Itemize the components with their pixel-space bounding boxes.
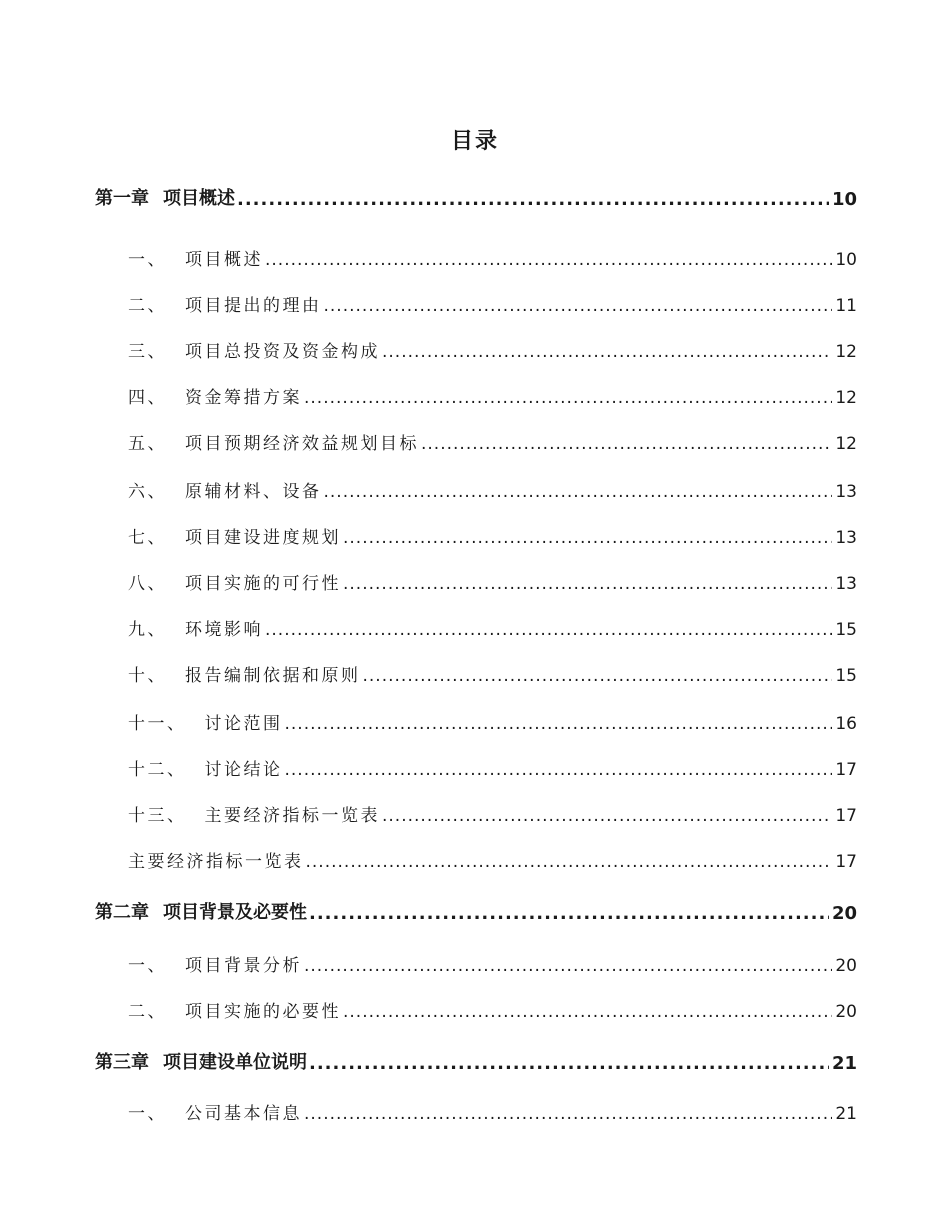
dot-leader xyxy=(304,1104,832,1124)
dot-leader xyxy=(285,760,833,780)
toc-section-entry[interactable] xyxy=(0,706,950,734)
toc-entry-label: 讨论结论 xyxy=(204,760,283,780)
toc-page-number: 10 xyxy=(835,250,857,270)
toc-entry-number: 二、 xyxy=(128,1002,167,1022)
toc-section-entry[interactable] xyxy=(0,844,950,872)
toc-entry-label: 项目建设进度规划 xyxy=(185,528,341,548)
toc-page-number: 12 xyxy=(835,342,857,362)
toc-entry-number: 十二、 xyxy=(128,760,187,780)
toc-chapter-entry[interactable] xyxy=(0,182,950,210)
toc-entry-number: 一、 xyxy=(128,250,167,270)
toc-entry-number: 六、 xyxy=(128,482,167,502)
toc-entry-label: 环境影响 xyxy=(185,620,263,640)
toc-entry-label: 项目提出的理由 xyxy=(185,296,322,316)
toc-page-number: 15 xyxy=(835,620,857,640)
dot-leader xyxy=(343,1002,832,1022)
toc-entry-number: 十一、 xyxy=(128,714,187,734)
toc-entry-label: 项目预期经济效益规划目标 xyxy=(185,434,419,454)
toc-page-number: 12 xyxy=(835,434,857,454)
toc-page-number: 15 xyxy=(835,666,857,686)
toc-section-entry[interactable] xyxy=(0,798,950,826)
toc-page-number: 17 xyxy=(835,852,857,872)
toc-entry-label: 项目总投资及资金构成 xyxy=(185,342,380,362)
toc-page-number: 12 xyxy=(835,388,857,408)
toc-page-number: 20 xyxy=(835,1002,857,1022)
toc-page-number: 13 xyxy=(835,482,857,502)
dot-leader xyxy=(343,574,832,594)
toc-entry-label: 项目实施的可行性 xyxy=(185,574,341,594)
toc-section-entry[interactable] xyxy=(0,520,950,548)
toc-section-entry[interactable] xyxy=(0,242,950,270)
toc-entry-label: 项目实施的必要性 xyxy=(185,1002,341,1022)
toc-page-number: 21 xyxy=(831,1053,857,1074)
dot-leader xyxy=(343,528,832,548)
toc-entry-label: 项目概述 xyxy=(163,188,235,209)
toc-section-entry[interactable] xyxy=(0,288,950,316)
toc-entry-number: 第二章 xyxy=(95,902,149,923)
toc-entry-label: 报告编制依据和原则 xyxy=(185,666,361,686)
dot-leader xyxy=(304,956,832,976)
toc-page-number: 17 xyxy=(835,760,857,780)
toc-entry-label: 项目建设单位说明 xyxy=(163,1052,307,1073)
toc-entry-number: 四、 xyxy=(128,388,167,408)
dot-leader xyxy=(285,714,833,734)
dot-leader xyxy=(304,388,832,408)
toc-section-entry[interactable] xyxy=(0,426,950,454)
toc-entry-number: 九、 xyxy=(128,620,167,640)
toc-section-entry[interactable] xyxy=(0,1096,950,1124)
toc-page-number: 10 xyxy=(831,189,857,210)
toc-entry-label: 原辅材料、设备 xyxy=(185,482,322,502)
dot-leader xyxy=(237,189,829,210)
toc-section-entry[interactable] xyxy=(0,566,950,594)
dot-leader xyxy=(309,903,829,924)
toc-page-number: 13 xyxy=(835,574,857,594)
toc-entry-number: 一、 xyxy=(128,956,167,976)
dot-leader xyxy=(265,620,832,640)
toc-chapter-entry[interactable] xyxy=(0,896,950,924)
dot-leader xyxy=(324,482,833,502)
toc-entry-number: 第三章 xyxy=(95,1052,149,1073)
toc-section-entry[interactable] xyxy=(0,752,950,780)
toc-title: 目录 xyxy=(450,129,499,154)
toc-entry-label: 项目背景分析 xyxy=(185,956,302,976)
toc-entry-number: 十、 xyxy=(128,666,167,686)
dot-leader xyxy=(363,666,833,686)
toc-entry-number: 五、 xyxy=(128,434,167,454)
toc-page-number: 16 xyxy=(835,714,857,734)
toc-entry-number: 一、 xyxy=(128,1104,167,1124)
toc-entry-number: 十三、 xyxy=(128,806,187,826)
toc-entry-label: 项目概述 xyxy=(185,250,263,270)
toc-chapter-entry[interactable] xyxy=(0,1046,950,1074)
toc-section-entry[interactable] xyxy=(0,612,950,640)
dot-leader xyxy=(382,806,832,826)
toc-entry-number: 三、 xyxy=(128,342,167,362)
toc-page-number: 17 xyxy=(835,806,857,826)
toc-entry-label: 项目背景及必要性 xyxy=(163,902,307,923)
toc-page-number: 20 xyxy=(831,903,857,924)
toc-page-number: 11 xyxy=(835,296,857,316)
dot-leader xyxy=(306,852,833,872)
toc-section-entry[interactable] xyxy=(0,994,950,1022)
toc-entry-number: 第一章 xyxy=(95,188,149,209)
toc-page-number: 13 xyxy=(835,528,857,548)
toc-page-number: 20 xyxy=(835,956,857,976)
dot-leader xyxy=(382,342,832,362)
toc-page-number: 21 xyxy=(835,1104,857,1124)
toc-entry-label: 公司基本信息 xyxy=(185,1104,302,1124)
toc-section-entry[interactable] xyxy=(0,474,950,502)
toc-entry-number: 二、 xyxy=(128,296,167,316)
toc-entry-label: 主要经济指标一览表 xyxy=(204,806,380,826)
dot-leader xyxy=(324,296,833,316)
toc-entry-label: 主要经济指标一览表 xyxy=(128,852,304,872)
toc-entry-label: 资金筹措方案 xyxy=(185,388,302,408)
dot-leader xyxy=(421,434,832,454)
dot-leader xyxy=(265,250,832,270)
toc-section-entry[interactable] xyxy=(0,380,950,408)
toc-section-entry[interactable] xyxy=(0,658,950,686)
toc-entry-number: 七、 xyxy=(128,528,167,548)
toc-section-entry[interactable] xyxy=(0,334,950,362)
dot-leader xyxy=(309,1053,829,1074)
toc-entry-number: 八、 xyxy=(128,574,167,594)
toc-section-entry[interactable] xyxy=(0,948,950,976)
toc-entry-label: 讨论范围 xyxy=(204,714,283,734)
